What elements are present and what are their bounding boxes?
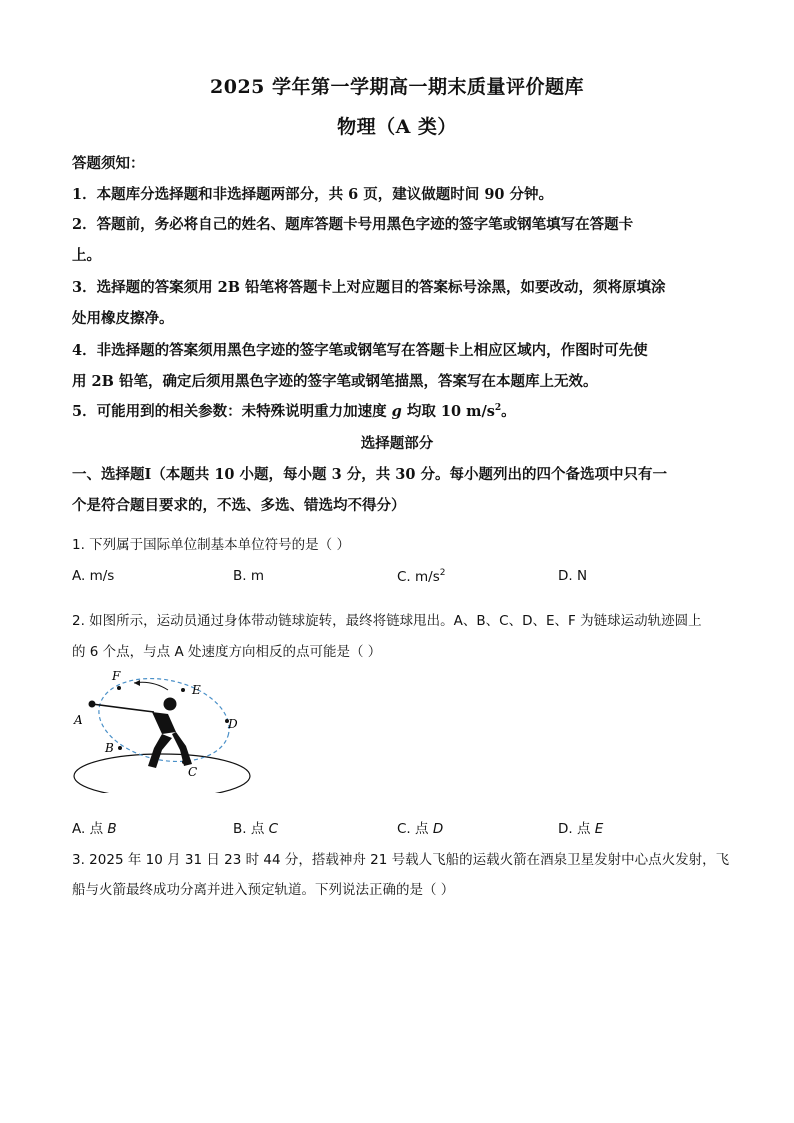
arrowhead-icon (134, 680, 140, 686)
q2-option-d-var: E (594, 821, 604, 837)
label-d: D (228, 717, 238, 731)
q2-option-a (72, 817, 117, 837)
q2-stem: 2. 如图所示，运动员通过身体带动链球旋转，最终将链球甩出。A、B、C、D、E、F 为链球运动轨迹圆上 (72, 613, 702, 629)
q2-option-b-var: C (268, 821, 279, 837)
label-e: E (192, 683, 201, 697)
label-a: A (74, 713, 83, 727)
q3-stem: 3. 2025 年 10 月 31 日 23 时 44 分，搭载神舟 21 号载人飞船的运载火箭在酒泉卫星发射中心点火发射，飞 (72, 852, 730, 868)
page-title: 2025 学年第一学期高一期末质量评价题库 (210, 76, 584, 98)
q2-option-c (397, 817, 443, 837)
hammer-throw-figure (72, 668, 252, 793)
q2-option-a-text: A. 点 (72, 821, 108, 837)
q2-option-d (558, 817, 603, 837)
point-f-marker (117, 686, 121, 690)
part1-instructions-cont: 个是符合题目要求的，不选、多选、错选均不得分） (72, 497, 406, 514)
point-c-marker (182, 760, 186, 764)
notice-item-3-cont: 处用橡皮擦净。 (72, 310, 174, 327)
q1-option-b: B. m (233, 568, 264, 584)
athlete-head (164, 698, 177, 711)
notice-heading: 答题须知： (72, 155, 145, 172)
athlete-torso (152, 712, 176, 734)
notice-item-5-exp: 2 (494, 403, 502, 413)
section-title: 选择题部分 (360, 435, 434, 452)
q1-option-c-exp: 2 (439, 568, 446, 578)
label-f: F (112, 669, 121, 683)
q2-option-c-var: D (432, 821, 444, 837)
q1-option-d: D. N (558, 568, 588, 584)
q2-option-b-text: B. 点 (233, 821, 269, 837)
notice-item-1: 1．本题库分选择题和非选择题两部分，共 6 页，建议做题时间 90 分钟。 (72, 186, 554, 203)
chain-line (92, 704, 154, 712)
notice-item-5-suffix: 。 (501, 403, 516, 420)
q1-option-a: A. m/s (72, 568, 115, 584)
q2-option-d-text: D. 点 (558, 821, 595, 837)
q3-stem-cont: 船与火箭最终成功分离并进入预定轨道。下列说法正确的是（ ） (72, 882, 455, 898)
q1-option-c-text: C. m/s (397, 569, 440, 585)
q2-stem-cont: 的 6 个点，与点 A 处速度方向相反的点可能是（ ） (72, 644, 382, 660)
part1-instructions: 一、选择题Ⅰ（本题共 10 小题，每小题 3 分，共 30 分。每小题列出的四个备选项中只有一 (72, 466, 668, 483)
q2-option-b (233, 817, 278, 837)
q1-stem: 1. 下列属于国际单位制基本单位符号的是（ ） (72, 537, 350, 553)
notice-item-2: 2．答题前，务必将自己的姓名、题库答题卡号用黑色字迹的签字笔或钢笔填写在答题卡 (72, 216, 634, 233)
point-b-marker (118, 746, 122, 750)
athlete-left-leg (148, 734, 172, 768)
notice-item-2-cont: 上。 (72, 247, 101, 264)
hammer-ball (89, 701, 96, 708)
q2-option-a-var: B (107, 821, 117, 837)
notice-item-4: 4．非选择题的答案须用黑色字迹的签字笔或钢笔写在答题卡上相应区域内，作图时可先使 (72, 342, 648, 359)
gravity-symbol: g (391, 403, 402, 420)
notice-item-5-mid: 均取 10 m/s (401, 403, 495, 420)
q1-option-c (397, 568, 445, 585)
point-e-marker (181, 688, 185, 692)
q2-option-c-text: C. 点 (397, 821, 433, 837)
notice-item-3: 3．选择题的答案须用 2B 铅笔将答题卡上对应题目的答案标号涂黑，如要改动，须将原填涂 (72, 279, 666, 296)
notice-item-4-cont: 用 2B 铅笔，确定后须用黑色字迹的签字笔或钢笔描黑，答案写在本题库上无效。 (72, 373, 598, 390)
notice-item-5-prefix: 5．可能用到的相关参数：未特殊说明重力加速度 (72, 403, 392, 420)
label-c: C (188, 765, 198, 779)
label-b: B (105, 741, 114, 755)
notice-item-5 (72, 400, 732, 421)
page-subtitle: 物理（A 类） (337, 116, 457, 138)
